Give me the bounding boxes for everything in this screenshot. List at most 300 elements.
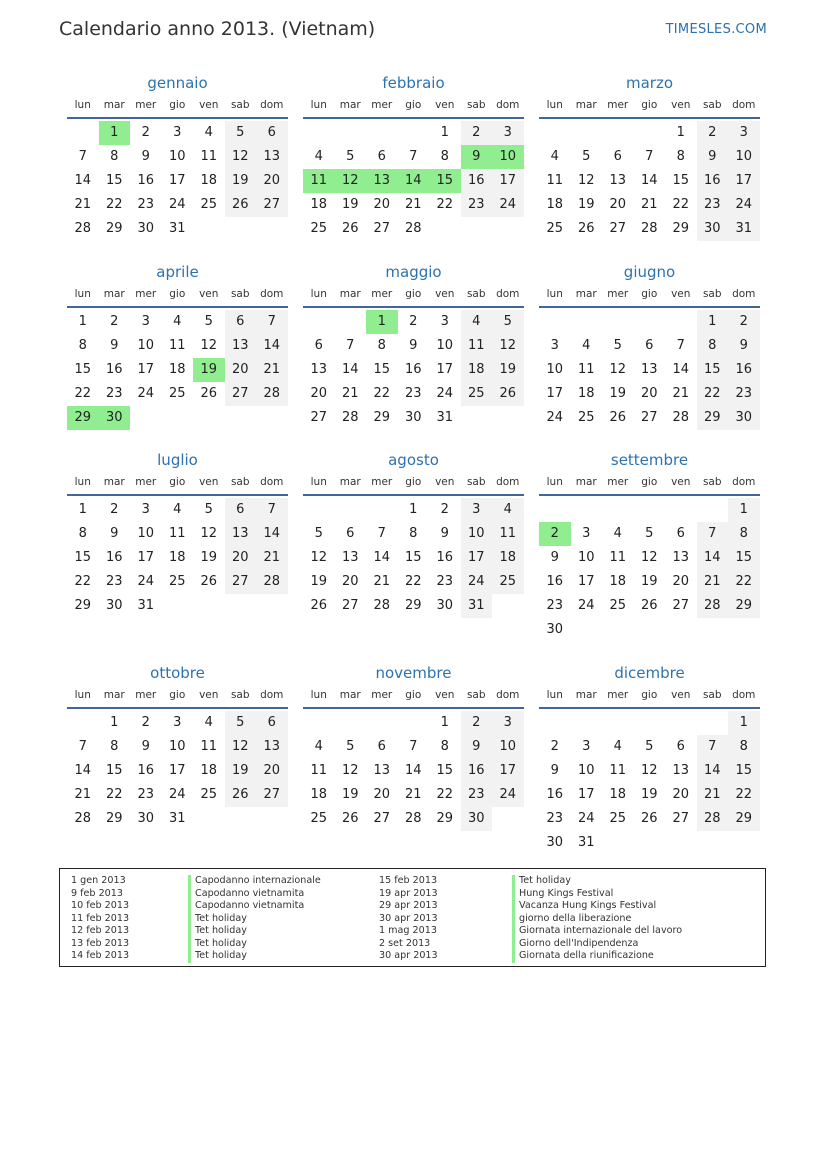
day-cell: 22 xyxy=(105,197,123,212)
legend-holiday-name: Vacanza Hung Kings Festival xyxy=(512,900,682,913)
empty-cell xyxy=(461,406,493,430)
month-name: ottobre xyxy=(150,664,205,682)
day-cell: 7 xyxy=(78,739,87,754)
day-cell: 30 xyxy=(728,406,760,430)
empty-cell xyxy=(602,831,634,855)
weekday-label: sab xyxy=(466,288,486,300)
day-cell: 22 xyxy=(105,787,123,802)
week-row xyxy=(303,193,524,217)
day-cell: 10 xyxy=(577,763,595,778)
empty-cell xyxy=(492,406,524,430)
day-cell: 13 xyxy=(640,362,658,377)
month-giugno xyxy=(539,260,760,430)
day-cell: 11 xyxy=(546,173,564,188)
day-cell: 5 xyxy=(346,739,355,754)
day-cell: 29 xyxy=(105,811,123,826)
day-cell: 1 xyxy=(440,715,449,730)
day-cell: 28 xyxy=(74,811,92,826)
day-cell: 14 xyxy=(341,362,359,377)
empty-cell xyxy=(303,498,335,522)
day-cell: 28 xyxy=(256,382,288,406)
day-cell: 27 xyxy=(225,570,257,594)
month-gennaio xyxy=(67,71,288,241)
week-row xyxy=(303,406,524,430)
day-cell: 3 xyxy=(461,498,493,522)
day-cell: 26 xyxy=(225,783,257,807)
day-cell: 22 xyxy=(672,197,690,212)
weekday-label: mer xyxy=(607,99,629,111)
day-cell: 9 xyxy=(550,550,559,565)
weekday-label: dom xyxy=(260,288,284,300)
day-cell: 19 xyxy=(341,197,359,212)
day-cell: 28 xyxy=(373,598,391,613)
day-cell: 2 xyxy=(550,739,559,754)
weekday-label: sab xyxy=(230,689,250,701)
day-cell: 30 xyxy=(137,811,155,826)
weekday-label: dom xyxy=(496,476,520,488)
day-cell: 28 xyxy=(256,570,288,594)
week-row xyxy=(67,217,288,241)
day-cell: 5 xyxy=(582,149,591,164)
empty-cell xyxy=(193,406,225,430)
weekday-label: ven xyxy=(671,689,691,701)
day-cell: 7 xyxy=(409,739,418,754)
weekday-label: sab xyxy=(230,288,250,300)
day-cell: 14 xyxy=(640,173,658,188)
day-cell: 23 xyxy=(436,574,454,589)
week-row xyxy=(539,570,760,594)
day-cell: 29 xyxy=(74,598,92,613)
day-cell: 18 xyxy=(310,197,328,212)
weekday-label: mar xyxy=(103,99,125,111)
empty-cell xyxy=(665,618,697,642)
weekday-label: dom xyxy=(732,689,756,701)
day-cell: 15 xyxy=(105,173,123,188)
day-cell: 5 xyxy=(613,338,622,353)
month-marzo xyxy=(539,71,760,241)
day-cell: 31 xyxy=(168,811,186,826)
empty-cell xyxy=(256,807,288,831)
day-cell: 5 xyxy=(492,310,524,334)
legend-holiday-name: Giornata internazionale del lavoro xyxy=(512,925,682,938)
week-row xyxy=(303,807,524,831)
day-cell: 7 xyxy=(256,310,288,334)
weekday-label: mar xyxy=(103,476,125,488)
day-cell: 10 xyxy=(546,362,564,377)
day-cell: 27 xyxy=(373,221,391,236)
weekday-label: gio xyxy=(169,288,186,300)
day-cell: 15 xyxy=(697,358,729,382)
day-cell: 5 xyxy=(645,526,654,541)
weekday-label: dom xyxy=(732,476,756,488)
day-cell: 12 xyxy=(609,362,627,377)
legend-holiday-name: giorno della liberazione xyxy=(512,913,682,926)
day-cell: 16 xyxy=(728,358,760,382)
day-cell: 8 xyxy=(110,739,119,754)
weekday-label: dom xyxy=(496,689,520,701)
day-cell: 24 xyxy=(137,386,155,401)
day-cell: 8 xyxy=(409,526,418,541)
day-cell: 13 xyxy=(225,334,257,358)
day-cell: 20 xyxy=(256,169,288,193)
day-cell: 6 xyxy=(314,338,323,353)
day-cell: 7 xyxy=(377,526,386,541)
weekday-label: ven xyxy=(435,476,455,488)
week-row xyxy=(303,310,524,334)
day-cell: 17 xyxy=(168,173,186,188)
empty-cell xyxy=(335,498,367,522)
weekday-label: lun xyxy=(74,288,91,300)
day-cell: 13 xyxy=(256,735,288,759)
day-cell: 8 xyxy=(728,735,760,759)
day-cell: 9 xyxy=(550,763,559,778)
day-cell: 23 xyxy=(137,197,155,212)
day-cell: 3 xyxy=(582,526,591,541)
day-cell: 1 xyxy=(78,314,87,329)
empty-cell xyxy=(602,121,634,145)
day-cell: 25 xyxy=(310,811,328,826)
holiday-day-cell: 29 xyxy=(67,406,99,430)
empty-cell xyxy=(728,831,760,855)
legend-date: 1 mag 2013 xyxy=(379,925,437,936)
day-cell: 26 xyxy=(341,221,359,236)
empty-cell xyxy=(225,807,257,831)
day-cell: 24 xyxy=(577,811,595,826)
week-row xyxy=(67,334,288,358)
day-cell: 10 xyxy=(137,526,155,541)
day-cell: 17 xyxy=(728,169,760,193)
day-cell: 4 xyxy=(613,526,622,541)
weekday-label: lun xyxy=(310,99,327,111)
day-cell: 11 xyxy=(609,550,627,565)
day-cell: 4 xyxy=(173,314,182,329)
legend-right-names xyxy=(512,875,682,963)
day-cell: 23 xyxy=(728,382,760,406)
day-cell: 1 xyxy=(440,125,449,140)
day-cell: 20 xyxy=(225,358,257,382)
weekday-label: sab xyxy=(702,689,722,701)
day-cell: 12 xyxy=(225,735,257,759)
day-cell: 21 xyxy=(341,386,359,401)
empty-cell xyxy=(697,498,729,522)
week-row xyxy=(539,334,760,358)
weekday-label: sab xyxy=(230,99,250,111)
day-cell: 25 xyxy=(200,787,218,802)
day-cell: 22 xyxy=(728,783,760,807)
empty-cell xyxy=(634,121,666,145)
day-cell: 22 xyxy=(436,787,454,802)
day-cell: 10 xyxy=(461,522,493,546)
empty-cell xyxy=(728,618,760,642)
day-cell: 24 xyxy=(577,598,595,613)
weekday-label: dom xyxy=(496,288,520,300)
week-row xyxy=(303,121,524,145)
weekday-label: lun xyxy=(546,288,563,300)
day-cell: 16 xyxy=(546,574,564,589)
holiday-day-cell: 10 xyxy=(492,145,524,169)
weekday-label: lun xyxy=(310,288,327,300)
weekday-label: mer xyxy=(371,288,393,300)
day-cell: 28 xyxy=(640,221,658,236)
week-row xyxy=(303,169,524,193)
day-cell: 11 xyxy=(168,338,186,353)
weekday-label: gio xyxy=(169,689,186,701)
day-cell: 25 xyxy=(461,382,493,406)
day-cell: 17 xyxy=(546,386,564,401)
day-cell: 2 xyxy=(461,711,493,735)
empty-cell xyxy=(571,711,603,735)
holiday-day-cell: 1 xyxy=(99,121,131,145)
day-cell: 17 xyxy=(436,362,454,377)
day-cell: 7 xyxy=(78,149,87,164)
day-cell: 20 xyxy=(310,386,328,401)
day-cell: 17 xyxy=(137,362,155,377)
day-cell: 30 xyxy=(461,807,493,831)
day-cell: 4 xyxy=(314,739,323,754)
day-cell: 12 xyxy=(310,550,328,565)
weekday-label: ven xyxy=(199,689,219,701)
empty-cell xyxy=(634,711,666,735)
day-cell: 4 xyxy=(613,739,622,754)
weekday-label: mar xyxy=(339,476,361,488)
day-cell: 24 xyxy=(492,193,524,217)
day-cell: 13 xyxy=(609,173,627,188)
day-cell: 1 xyxy=(728,711,760,735)
empty-cell xyxy=(193,594,225,618)
day-cell: 22 xyxy=(728,570,760,594)
day-cell: 10 xyxy=(137,338,155,353)
day-cell: 19 xyxy=(341,787,359,802)
day-cell: 7 xyxy=(697,522,729,546)
weekday-label: gio xyxy=(405,689,422,701)
day-cell: 30 xyxy=(697,217,729,241)
day-cell: 6 xyxy=(256,711,288,735)
day-cell: 8 xyxy=(110,149,119,164)
day-cell: 24 xyxy=(546,410,564,425)
empty-cell xyxy=(634,618,666,642)
day-cell: 13 xyxy=(672,763,690,778)
weekday-label: mar xyxy=(575,288,597,300)
week-row xyxy=(303,334,524,358)
day-cell: 8 xyxy=(697,334,729,358)
day-cell: 6 xyxy=(377,149,386,164)
empty-cell xyxy=(335,711,367,735)
day-cell: 6 xyxy=(676,739,685,754)
weekday-label: sab xyxy=(702,476,722,488)
day-cell: 23 xyxy=(404,386,422,401)
day-cell: 14 xyxy=(672,362,690,377)
week-row xyxy=(539,498,760,522)
empty-cell xyxy=(665,498,697,522)
day-cell: 1 xyxy=(110,715,119,730)
day-cell: 19 xyxy=(200,550,218,565)
day-cell: 1 xyxy=(409,502,418,517)
day-cell: 8 xyxy=(440,149,449,164)
day-cell: 25 xyxy=(200,197,218,212)
holiday-legend xyxy=(59,868,766,967)
day-cell: 17 xyxy=(577,787,595,802)
weekday-label: lun xyxy=(74,689,91,701)
week-row xyxy=(303,570,524,594)
weekday-label: gio xyxy=(405,476,422,488)
day-cell: 6 xyxy=(225,498,257,522)
weekday-label: dom xyxy=(260,99,284,111)
weekday-header xyxy=(303,95,524,119)
weekday-header xyxy=(539,284,760,308)
day-cell: 4 xyxy=(204,125,213,140)
legend-date: 9 feb 2013 xyxy=(71,887,123,899)
day-cell: 6 xyxy=(377,739,386,754)
legend-date: 13 feb 2013 xyxy=(71,937,130,949)
weekday-label: sab xyxy=(466,99,486,111)
empty-cell xyxy=(539,310,571,334)
day-cell: 15 xyxy=(436,763,454,778)
day-cell: 6 xyxy=(256,121,288,145)
day-cell: 16 xyxy=(137,763,155,778)
day-cell: 23 xyxy=(546,811,564,826)
day-cell: 3 xyxy=(173,715,182,730)
day-cell: 31 xyxy=(137,598,155,613)
week-row xyxy=(539,807,760,831)
month-name: aprile xyxy=(156,263,199,281)
week-row xyxy=(303,358,524,382)
day-cell: 25 xyxy=(546,221,564,236)
week-row xyxy=(539,711,760,735)
week-row xyxy=(303,382,524,406)
week-row xyxy=(67,169,288,193)
day-cell: 17 xyxy=(461,546,493,570)
day-cell: 22 xyxy=(697,382,729,406)
site-logo-link[interactable]: TIMESLES.COM xyxy=(665,22,767,37)
day-cell: 23 xyxy=(546,598,564,613)
week-row xyxy=(67,382,288,406)
day-cell: 7 xyxy=(409,149,418,164)
empty-cell xyxy=(571,310,603,334)
weekday-label: mar xyxy=(575,689,597,701)
weekday-header xyxy=(67,685,288,709)
day-cell: 25 xyxy=(577,410,595,425)
day-cell: 4 xyxy=(461,310,493,334)
day-cell: 11 xyxy=(310,763,328,778)
weekday-label: gio xyxy=(405,288,422,300)
day-cell: 3 xyxy=(173,125,182,140)
legend-left-dates xyxy=(71,875,129,963)
day-cell: 14 xyxy=(697,546,729,570)
day-cell: 22 xyxy=(404,574,422,589)
weekday-header xyxy=(539,95,760,119)
day-cell: 3 xyxy=(492,711,524,735)
day-cell: 13 xyxy=(256,145,288,169)
empty-cell xyxy=(697,618,729,642)
day-cell: 15 xyxy=(74,550,92,565)
day-cell: 18 xyxy=(168,550,186,565)
weekday-label: mar xyxy=(575,476,597,488)
day-cell: 7 xyxy=(697,735,729,759)
day-cell: 30 xyxy=(436,598,454,613)
day-cell: 7 xyxy=(645,149,654,164)
day-cell: 28 xyxy=(672,410,690,425)
day-cell: 5 xyxy=(204,502,213,517)
day-cell: 14 xyxy=(256,522,288,546)
day-cell: 20 xyxy=(373,787,391,802)
week-row xyxy=(303,783,524,807)
week-row xyxy=(539,831,760,855)
month-name: novembre xyxy=(375,664,452,682)
empty-cell xyxy=(665,831,697,855)
weekday-label: lun xyxy=(310,689,327,701)
weekday-label: mar xyxy=(103,288,125,300)
week-row xyxy=(539,169,760,193)
week-row xyxy=(67,735,288,759)
day-cell: 30 xyxy=(546,622,564,637)
weekday-label: gio xyxy=(641,689,658,701)
day-cell: 25 xyxy=(310,221,328,236)
day-cell: 2 xyxy=(440,502,449,517)
day-cell: 6 xyxy=(613,149,622,164)
holiday-day-cell: 2 xyxy=(539,522,571,546)
day-cell: 4 xyxy=(173,502,182,517)
day-cell: 9 xyxy=(461,735,493,759)
weekday-label: lun xyxy=(310,476,327,488)
legend-holiday-name: Capodanno internazionale xyxy=(188,875,321,888)
day-cell: 21 xyxy=(256,546,288,570)
day-cell: 9 xyxy=(697,145,729,169)
weekday-header xyxy=(539,685,760,709)
empty-cell xyxy=(303,121,335,145)
day-cell: 19 xyxy=(310,574,328,589)
day-cell: 23 xyxy=(461,193,493,217)
empty-cell xyxy=(193,217,225,241)
day-cell: 6 xyxy=(346,526,355,541)
day-cell: 7 xyxy=(346,338,355,353)
holiday-day-cell: 11 xyxy=(303,169,335,193)
weekday-label: mer xyxy=(371,476,393,488)
weekday-header xyxy=(67,472,288,496)
day-cell: 27 xyxy=(640,410,658,425)
week-row xyxy=(303,217,524,241)
week-row xyxy=(67,570,288,594)
weekday-label: gio xyxy=(169,99,186,111)
day-cell: 2 xyxy=(141,125,150,140)
empty-cell xyxy=(67,121,99,145)
day-cell: 20 xyxy=(672,574,690,589)
day-cell: 14 xyxy=(74,763,92,778)
empty-cell xyxy=(634,831,666,855)
day-cell: 29 xyxy=(373,410,391,425)
holiday-day-cell: 19 xyxy=(193,358,225,382)
day-cell: 16 xyxy=(404,362,422,377)
empty-cell xyxy=(602,310,634,334)
weekday-label: mer xyxy=(371,689,393,701)
day-cell: 29 xyxy=(697,406,729,430)
legend-holiday-name: Hung Kings Festival xyxy=(512,888,682,901)
holiday-day-cell: 13 xyxy=(366,169,398,193)
day-cell: 5 xyxy=(225,121,257,145)
day-cell: 17 xyxy=(492,169,524,193)
weekday-label: ven xyxy=(671,476,691,488)
day-cell: 9 xyxy=(110,526,119,541)
weekday-label: dom xyxy=(260,689,284,701)
weekday-label: mar xyxy=(339,288,361,300)
day-cell: 17 xyxy=(168,763,186,778)
weekday-label: ven xyxy=(199,99,219,111)
day-cell: 20 xyxy=(373,197,391,212)
day-cell: 8 xyxy=(728,522,760,546)
day-cell: 26 xyxy=(341,811,359,826)
day-cell: 2 xyxy=(409,314,418,329)
weekday-label: ven xyxy=(199,288,219,300)
day-cell: 11 xyxy=(200,739,218,754)
